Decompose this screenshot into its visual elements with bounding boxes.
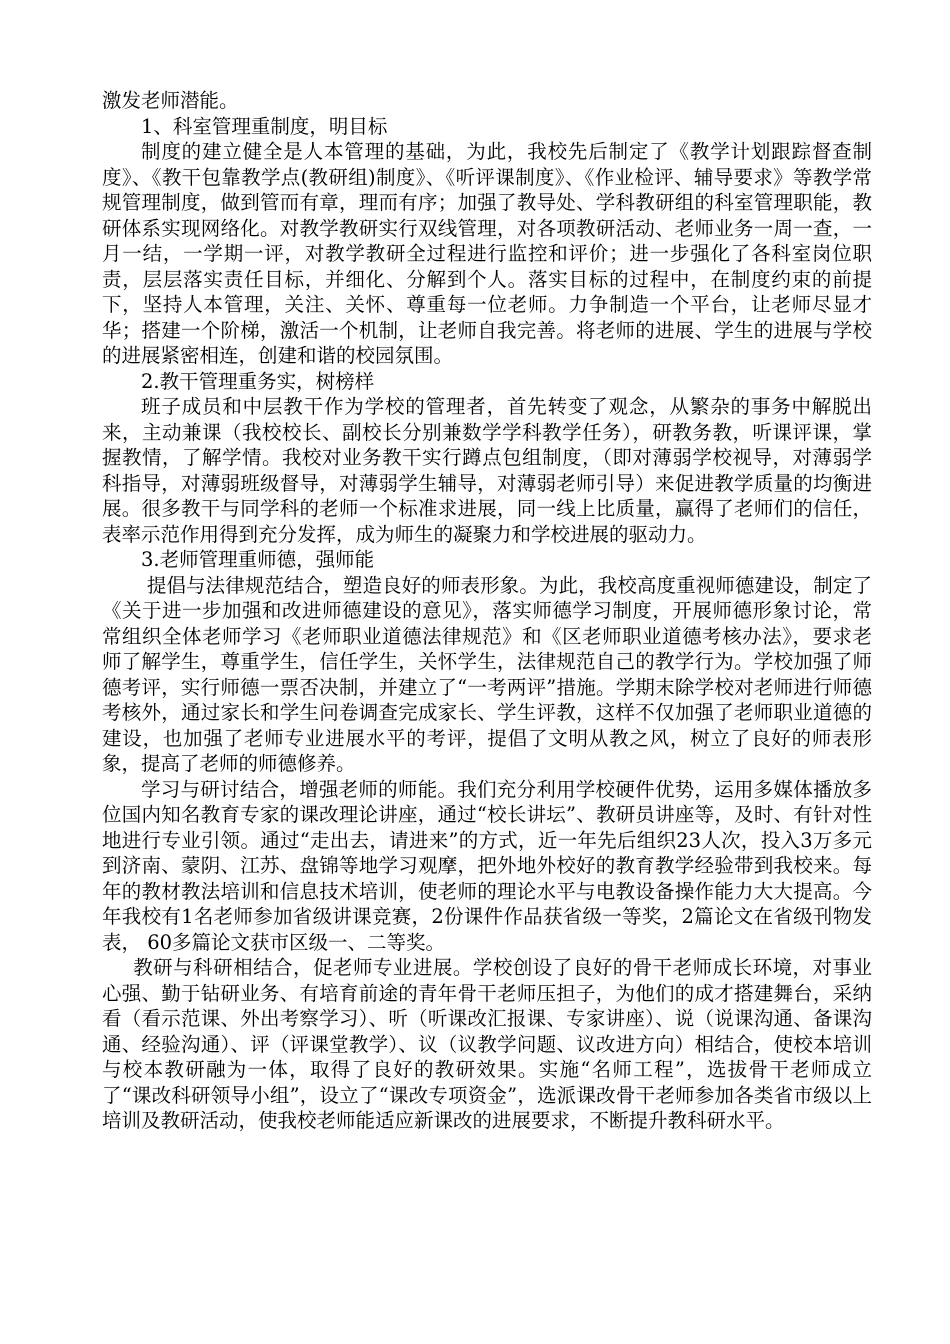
paragraph-teacher-ethics: 提倡与法律规范结合，塑造良好的师表形象。为此，我校高度重视师德建设，制定了《关于进一步加强和改进师德建设的意见》，落实师德学习制度，开展师德形象讨论，常常组织全体老师学习《老师职业道德法律规范》和《区老师职业道德考核办法》，要求老师了解学生，尊重学生，信任学生，关怀学生，法律规范自己的教学行为。学校加强了师德考评，实行师德一票否决制，并建立了“一考两评”措施。学期末除学校对老师进行师德考核外，通过家长和学生问卷调查完成家长、学生评教，这样不仅加强了老师职业道德的建设，也加强了老师专业进展水平的考评，提倡了文明从教之风，树立了良好的师表形象，提高了老师的师德修养。 xyxy=(102,573,872,775)
section-heading-3: 3.老师管理重师德，强师能 xyxy=(141,548,375,571)
paragraph-teaching-research: 教研与科研相结合，促老师专业进展。学校创设了良好的骨干老师成长环境，对事业心强、勤于钻研业务、有培育前途的青年骨干老师压担子，为他们的成才搭建舞台，采纳看（看示范课、外出考察学习）、听（听课改汇报课、专家讲座）、说（说课沟通、备课沟通、经验沟通）、评（评课堂教学）、议（议教学问题、议改进方向）相结合，使校本培训与校本教研融为一体，取得了良好的教研效果。实施“名师工程”，选拔骨干老师成立了“课改科研领导小组”，设立了“课改专项资金”，选派课改骨干老师参加各类省市级以上培训及教研活动，使我校老师能适应新课改的进展要求，不断提升教科研水平。 xyxy=(102,956,872,1132)
section-heading-1: 1、科室管理重制度，明目标 xyxy=(141,114,388,138)
paragraph-continuation: 激发老师潜能。 xyxy=(102,89,239,112)
section-heading-2: 2.教干管理重务实，树榜样 xyxy=(141,369,375,393)
paragraph-study-research: 学习与研讨结合，增强老师的师能。我们充分利用学校硬件优势，运用多媒体播放多位国内知名教育专家的课改理论讲座，通过“校长讲坛”、教研员讲座等，及时、有针对性地进行专业引领。通过“走出去，请进来”的方式，近一年先后组织23人次，投入3万多元到济南、蒙阴、江苏、盘锦等地学习观摩，把外地外校好的教育教学经验带到我校来。每年的教材教法培训和信息技术培训，使老师的理论水平与电教设备操作能力大大提高。今年我校有1名老师参加省级讲课竞赛，2份课件作品获省级一等奖，2篇论文在省级刊物发表， 60多篇论文获市区级一、二等奖。 xyxy=(102,777,872,954)
paragraph-cadre-management: 班子成员和中层教干作为学校的管理者，首先转变了观念，从繁杂的事务中解脱出来，主动兼课（我校校长、副校长分别兼数学学科教学任务），研教务教，听课评课，掌握教情，了解学情。我校对业务教干实行蹲点包组制度，（即对薄弱学校视导，对薄弱学科指导，对薄弱班级督导，对薄弱学生辅导，对薄弱老师引导）来促进教学质量的均衡进展。很多教干与同学科的老师一个标准求进展，同一线上比质量，赢得了老师们的信任，表率示范作用得到充分发挥，成为师生的凝聚力和学校进展的驱动力。 xyxy=(102,395,872,546)
paragraph-department-management: 制度的建立健全是人本管理的基础，为此，我校先后制定了《教学计划跟踪督查制度》、《教干包靠教学点(教研组)制度》、《听评课制度》、《作业检评、辅导要求》等教学常规管理制度，做到管而有章，理而有序；加强了教导处、学科教研组的科室管理职能，教研体系实现网络化。对教学教研实行双线管理，对各项教研活动、老师业务一周一查，一月一结，一学期一评，对教学教研全过程进行监控和评价；进一步强化了各科室岗位职责，层层落实责任目标，并细化、分解到个人。落实目标的过程中，在制度约束的前提下，坚持人本管理，关注、关怀、尊重每一位老师。力争制造一个平台，让老师尽显才华；搭建一个阶梯，激活一个机制，让老师自我完善。将老师的进展、学生的进展与学校的进展紧密相连，创建和谐的校园氛围。 xyxy=(102,140,872,367)
document-body xyxy=(102,88,872,1134)
